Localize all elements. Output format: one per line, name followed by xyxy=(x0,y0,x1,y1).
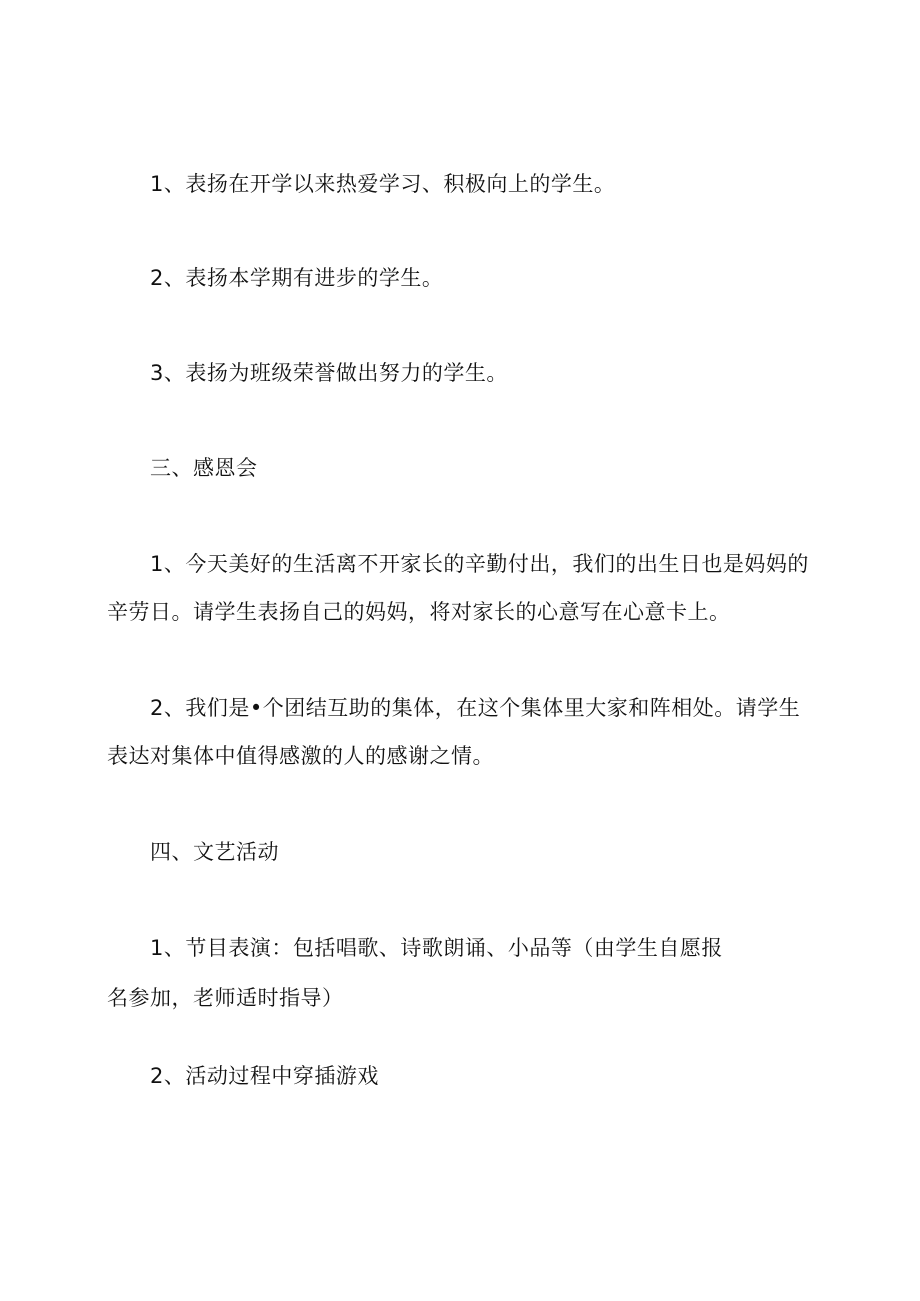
gratitude-item-1-line-2: 辛劳日。请学生表扬自己的妈妈，将对家长的心意写在心意卡上。 xyxy=(107,600,731,624)
gratitude-item-2-line-2: 表达对集体中值得感激的人的感谢之情。 xyxy=(107,744,494,768)
section-heading-gratitude: 三、感恩会 xyxy=(150,456,258,480)
section-heading-arts: 四、文艺活动 xyxy=(150,840,279,864)
praise-item-2: 2、表扬本学期有进步的学生。 xyxy=(150,266,444,290)
arts-item-1-line-2: 名参加，老师适时指导） xyxy=(107,986,344,1010)
gratitude-item-1-line-1: 1、今天美好的生活离不开家长的辛勤付出，我们的出生日也是妈妈的 xyxy=(150,552,809,576)
arts-item-1-line-1: 1、节目表演：包括唱歌、诗歌朗诵、小品等（由学生自愿报 xyxy=(150,936,723,960)
praise-item-3: 3、表扬为班级荣誉做出努力的学生。 xyxy=(150,361,508,385)
praise-item-1: 1、表扬在开学以来热爱学习、积极向上的学生。 xyxy=(150,172,616,196)
arts-item-2: 2、活动过程中穿插游戏 xyxy=(150,1064,379,1088)
gratitude-item-2-line-1: 2、我们是•个团结互助的集体，在这个集体里大家和阵相处。请学生 xyxy=(150,696,801,720)
